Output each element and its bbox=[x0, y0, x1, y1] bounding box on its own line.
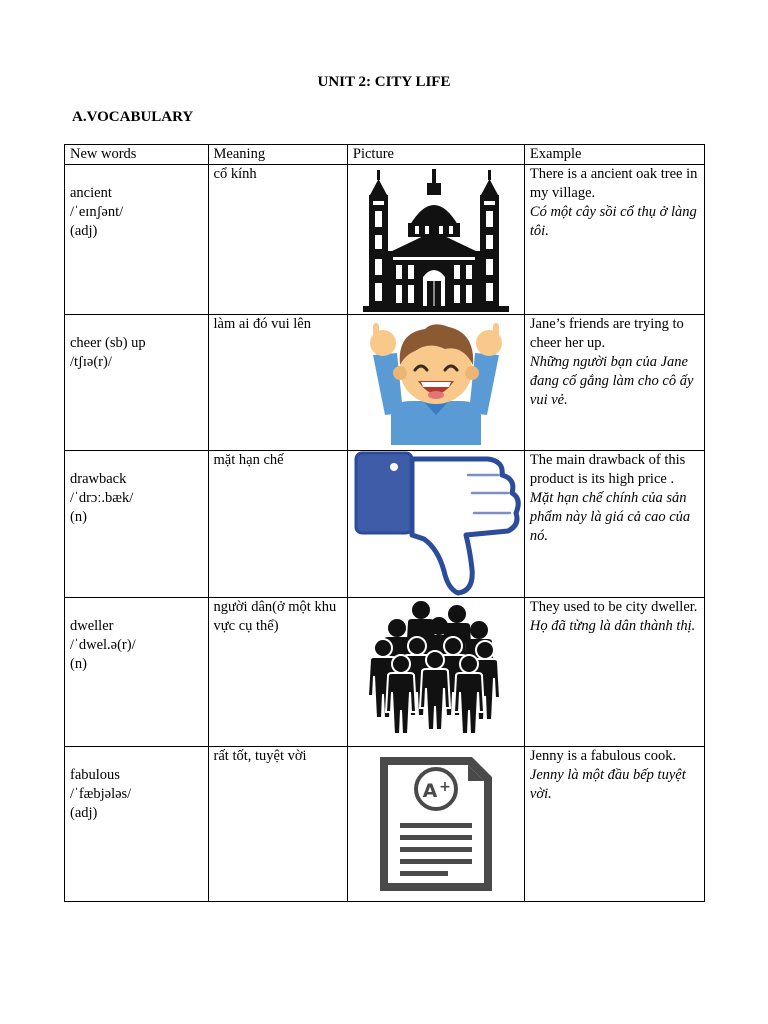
meaning-cell: cổ kính bbox=[208, 165, 347, 315]
example-vietnamese: Mặt hạn chế chính của sản phẩm này là giá cả cao của nó. bbox=[529, 490, 691, 544]
part-of-speech: (adj) bbox=[70, 223, 98, 239]
example-cell bbox=[524, 165, 704, 315]
header-new-words: New words bbox=[65, 145, 209, 165]
example-english: They used to be city dweller. bbox=[529, 599, 698, 615]
vocabulary-table bbox=[64, 144, 705, 902]
picture-cell bbox=[347, 451, 524, 598]
section-heading: A.VOCABULARY bbox=[72, 109, 194, 125]
example-vietnamese: Họ đã từng là dân thành thị. bbox=[529, 618, 696, 634]
meaning-cell: mặt hạn chế bbox=[208, 451, 347, 598]
table-header-row bbox=[65, 145, 705, 165]
word-cell bbox=[65, 451, 209, 598]
thumbs-down-icon bbox=[348, 451, 524, 597]
example-english: The main drawback of this product is its high price . bbox=[529, 452, 686, 487]
meaning-cell: làm ai đó vui lên bbox=[208, 315, 347, 451]
ipa: /ˈdwel.ə(r)/ bbox=[70, 637, 136, 653]
table-row bbox=[65, 598, 705, 747]
svg-text:A: A bbox=[422, 780, 438, 802]
part-of-speech: (n) bbox=[70, 509, 87, 525]
ipa: /ˈdrɔː.bæk/ bbox=[70, 490, 134, 506]
table-row bbox=[65, 747, 705, 902]
picture-cell bbox=[347, 598, 524, 747]
word-cell bbox=[65, 747, 209, 902]
example-cell bbox=[524, 451, 704, 598]
example-vietnamese: Có một cây sồi cổ thụ ở làng tôi. bbox=[529, 204, 697, 239]
example-cell bbox=[524, 315, 704, 451]
word: cheer (sb) up bbox=[70, 335, 146, 351]
meaning-cell: rất tốt, tuyệt vời bbox=[208, 747, 347, 902]
page-title: UNIT 2: CITY LIFE bbox=[317, 74, 451, 90]
example-vietnamese: Những người bạn của Jane đang cố gắng làm cho cô ấy vui vẻ. bbox=[529, 354, 694, 408]
picture-cell bbox=[347, 165, 524, 315]
table-row bbox=[65, 165, 705, 315]
header-meaning: Meaning bbox=[208, 145, 347, 165]
grade-a-plus-icon bbox=[348, 747, 524, 901]
header-picture: Picture bbox=[347, 145, 524, 165]
picture-cell bbox=[347, 315, 524, 451]
svg-text:+: + bbox=[439, 779, 451, 795]
word-cell bbox=[65, 315, 209, 451]
example-english: Jenny is a fabulous cook. bbox=[529, 748, 677, 764]
ipa: /ˈfæbjələs/ bbox=[70, 786, 132, 802]
word: dweller bbox=[70, 618, 114, 634]
example-cell bbox=[524, 747, 704, 902]
table-row bbox=[65, 451, 705, 598]
example-english: Jane’s friends are trying to cheer her up. bbox=[529, 316, 684, 351]
word: ancient bbox=[70, 185, 112, 201]
picture-cell bbox=[347, 747, 524, 902]
header-example: Example bbox=[524, 145, 704, 165]
cathedral-icon bbox=[363, 165, 509, 314]
part-of-speech: (adj) bbox=[70, 805, 98, 821]
example-vietnamese: Jenny là một đầu bếp tuyệt vời. bbox=[529, 767, 686, 802]
table-row bbox=[65, 315, 705, 451]
crowd-icon bbox=[361, 598, 511, 746]
word-cell bbox=[65, 165, 209, 315]
cheering-boy-icon bbox=[363, 315, 509, 450]
word: drawback bbox=[70, 471, 127, 487]
word-cell bbox=[65, 598, 209, 747]
word: fabulous bbox=[70, 767, 120, 783]
example-english: There is a ancient oak tree in my village. bbox=[529, 166, 698, 201]
example-cell bbox=[524, 598, 704, 747]
meaning-cell: người dân(ở một khu vực cụ thể) bbox=[208, 598, 347, 747]
part-of-speech: (n) bbox=[70, 656, 87, 672]
ipa: /tʃɪə(r)/ bbox=[70, 354, 112, 370]
ipa: /ˈeɪnʃənt/ bbox=[70, 204, 124, 220]
